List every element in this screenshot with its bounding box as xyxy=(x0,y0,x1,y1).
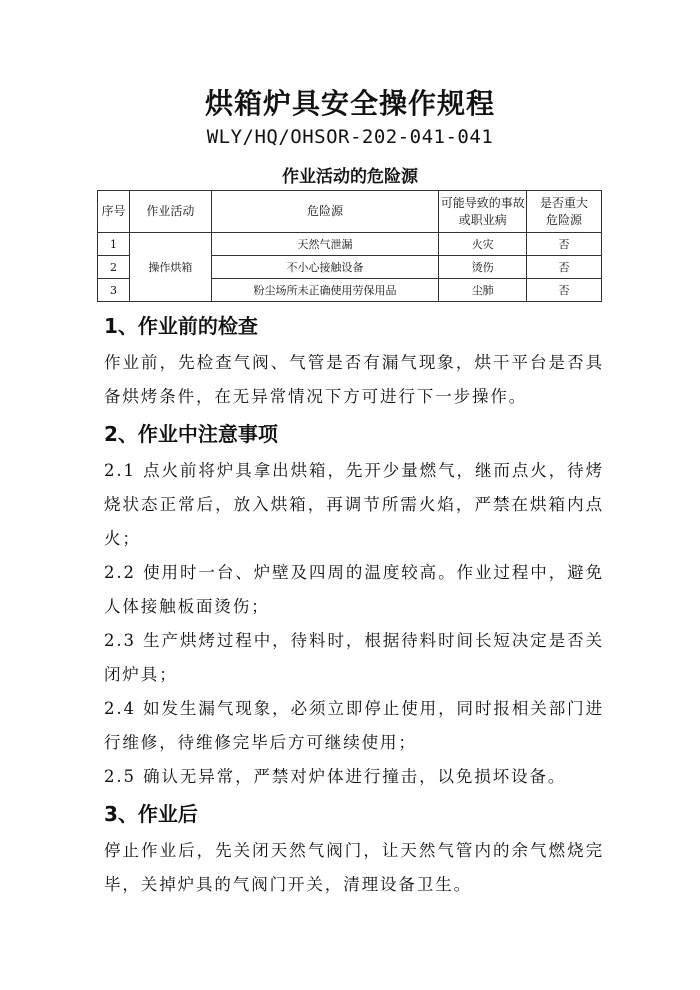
section-2-item: 2.2 使用时一台、炉壁及四周的温度较高。作业过程中，避免人体接触板面烫伤； xyxy=(104,563,604,616)
section-3-text: 停止作业后，先关闭天然气阀门，让天然气管内的余气燃烧完毕，关掉炉具的气阀门开关，清理设备卫生。 xyxy=(104,841,604,894)
header-seq: 序号 xyxy=(98,191,130,233)
table-row xyxy=(98,233,602,256)
cell-consequence: 烫伤 xyxy=(439,256,527,279)
document-title: 烘箱炉具安全操作规程 xyxy=(204,87,495,120)
cell-hazard: 粉尘场所未正确使用劳保用品 xyxy=(211,279,439,302)
cell-consequence: 尘肺 xyxy=(439,279,527,302)
document-code: WLY/HQ/OHSOR-202-041-041 xyxy=(206,126,494,148)
section-2-item: 2.4 如发生漏气现象，必须立即停止使用，同时报相关部门进行维修，待维修完毕后方可继续使用； xyxy=(104,699,604,752)
header-consequence xyxy=(439,191,527,233)
cell-hazard: 天然气泄漏 xyxy=(211,233,439,256)
section-2-heading: 2、作业中注意事项 xyxy=(104,422,278,446)
cell-seq: 2 xyxy=(98,256,130,279)
hazard-table-title: 作业活动的危险源 xyxy=(282,167,418,187)
section-1-text: 作业前，先检查气阀、气管是否有漏气现象，烘干平台是否具备烘烤条件，在无异常情况下方可进行下一步操作。 xyxy=(104,353,604,406)
cell-seq: 3 xyxy=(98,279,130,302)
header-major-line1: 是否重大 xyxy=(540,195,589,210)
header-hazard: 危险源 xyxy=(211,191,439,233)
cell-activity: 操作烘箱 xyxy=(129,233,211,302)
cell-hazard: 不小心接触设备 xyxy=(211,256,439,279)
cell-major: 否 xyxy=(527,233,602,256)
section-1-heading: 1、作业前的检查 xyxy=(104,314,258,338)
procedure-content xyxy=(104,306,604,902)
section-3-heading: 3、作业后 xyxy=(104,802,198,826)
header-major-line2: 危险源 xyxy=(546,212,583,227)
cell-seq: 1 xyxy=(98,233,130,256)
header-consequence-line1: 可能导致的事故 xyxy=(440,195,525,210)
section-2-item: 2.3 生产烘烤过程中，待料时，根据待料时间长短决定是否关闭炉具； xyxy=(104,631,604,684)
header-activity: 作业活动 xyxy=(129,191,211,233)
header-consequence-line2: 或职业病 xyxy=(458,212,507,227)
section-2-item: 2.5 确认无异常，严禁对炉体进行撞击，以免损坏设备。 xyxy=(104,767,567,786)
cell-major: 否 xyxy=(527,279,602,302)
section-2-item: 2.1 点火前将炉具拿出烘箱，先开少量燃气，继而点火，待烤烧状态正常后，放入烘箱，再调节所需火焰，严禁在烘箱内点火； xyxy=(104,461,604,548)
header-major xyxy=(527,191,602,233)
table-header-row xyxy=(98,191,602,233)
cell-consequence: 火灾 xyxy=(439,233,527,256)
hazard-table xyxy=(97,190,602,302)
cell-major: 否 xyxy=(527,256,602,279)
